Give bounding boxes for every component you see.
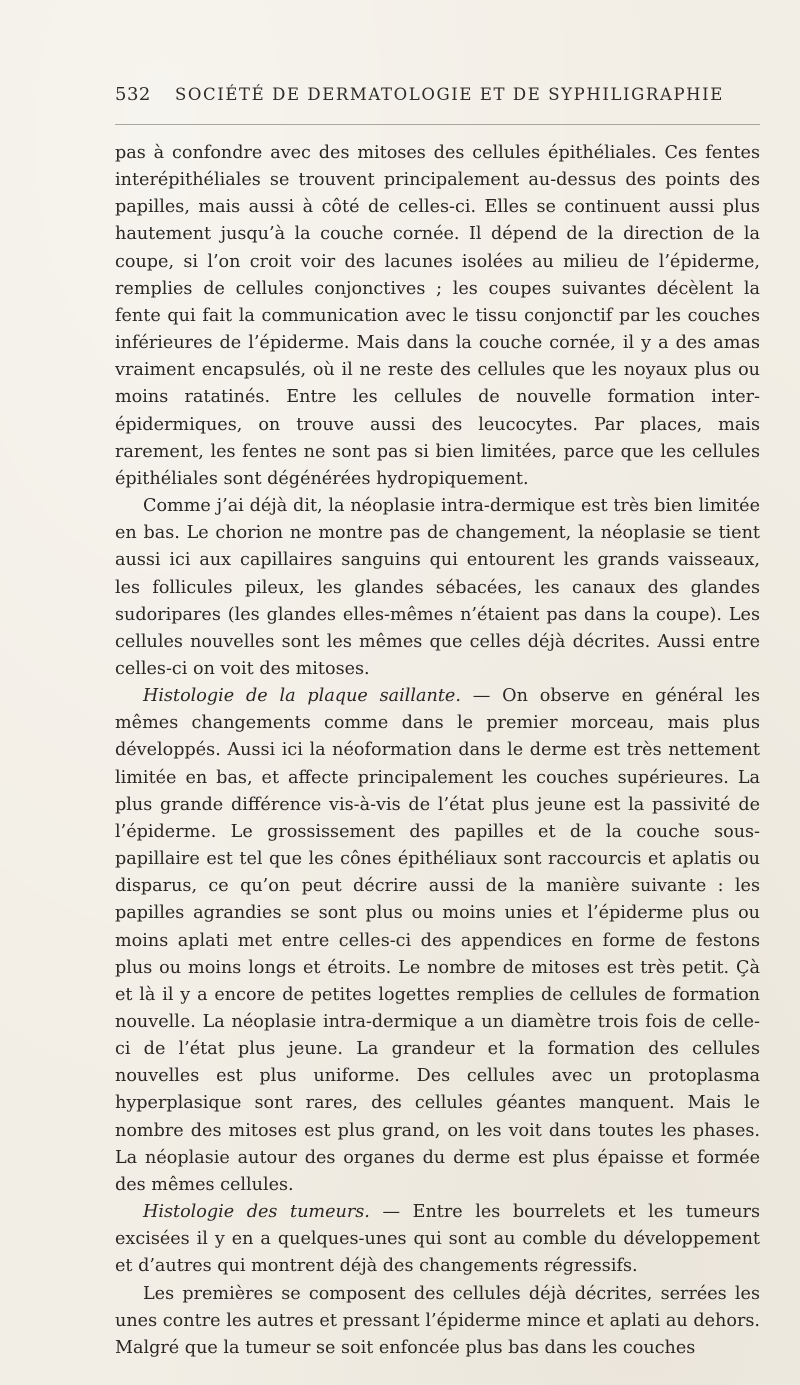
paragraph-5-text: Les premières se composent des cellules déjà décrites, serrées les unes contre les autres et pressant l’épiderme mince et aplati au dehors. Malgré que la tumeur se soit enfoncée plus bas dans les couches (115, 1283, 760, 1358)
paragraph-1-text: pas à confondre avec des mitoses des cellules épithéliales. Ces fentes interépithéliales se trouvent principalement au-dessus des points des papilles, mais aussi à côté de celles-ci. Elles se continuent aussi plus hautement jusqu’à la couche cornée. Il dépend de la direction de la coupe, si l’on croit voir des lacunes isolées au milieu de l’épiderme, remplies de cellules conjonctives ; les coupes suivantes décèlent la fente qui fait la communication avec le tissu conjonctif par les couches inférieures de l’épiderme. Mais dans la couche cornée, il y a des amas vraiment encapsulés, où il ne reste des cellules que les noyaux plus ou moins ratatinés. Entre les cellules de nouvelle formation inter-épidermiques, on trouve aussi des leucocytes. Par places, mais rarement, les fentes ne sont pas si bien limitées, parce que les cellules épithéliales sont dégénérées hydropiquement. (115, 143, 760, 489)
paragraph-3 (115, 683, 760, 1199)
header-rule (115, 124, 760, 125)
paragraph-4 (115, 1199, 760, 1280)
paragraph-4-text: — Entre les bourrelets et les tumeurs excisées il y en a quelques-unes qui sont au comble du développement et d’autres qui montrent déjà des changements régressifs. (115, 1202, 760, 1277)
section-heading-plaque: Histologie de la plaque saillante. (143, 686, 461, 707)
paragraph-2-text: Comme j’ai déjà dit, la néoplasie intra-dermique est très bien limitée en bas. Le chorion ne montre pas de changement, la néoplasie se tient aussi ici aux capillaires sanguins qui entourent les grands vaisseaux, les follicules pileux, les glandes sébacées, les canaux des glandes sudoripares (les glandes elles-mêmes n’étaient pas dans la coupe). Les cellules nouvelles sont les mêmes que celles déjà décrites. Aussi entre celles-ci on voit des mitoses. (115, 496, 760, 679)
paragraph-1 (115, 140, 760, 493)
body-text (115, 140, 760, 1362)
page-number: 532 (115, 84, 151, 105)
page-header (115, 84, 760, 114)
paragraph-3-text: — On observe en général les mêmes changements comme dans le premier morceau, mais plus développés. Aussi ici la néoformation dans le derme est très nettement limitée en bas, et affecte principalement les couches supérieures. La plus grande différence vis-à-vis de l’état plus jeune est la passivité de l’épiderme. Le grossissement des papilles et de la couche sous-papillaire est tel que les cônes épithéliaux sont raccourcis et aplatis ou disparus, ce qu’on peut décrire aussi de la manière suivante : les papilles agrandies se sont plus ou moins unies et l’épiderme plus ou moins aplati met entre celles-ci des appendices en forme de festons plus ou moins longs et étroits. Le nombre de mitoses est très petit. Çà et là il y a encore de petites logettes remplies de cellules de formation nouvelle. La néoplasie intra-dermique a un diamètre trois fois de celle-ci de l’état plus jeune. La grandeur et la formation des cellules nouvelles est plus uniforme. Des cellules avec un protoplasma hyperplasique sont rares, des cellules géantes manquent. Mais le nombre des mitoses est plus grand, on les voit dans toutes les phases. La néoplasie autour des organes du derme est plus épaisse et formée des mêmes cellules. (115, 686, 760, 1195)
paragraph-5 (115, 1281, 760, 1362)
running-title: SOCIÉTÉ DE DERMATOLOGIE ET DE SYPHILIGRAPHIE (175, 85, 724, 104)
section-heading-tumeurs: Histologie des tumeurs. (143, 1202, 370, 1223)
paragraph-2 (115, 493, 760, 683)
